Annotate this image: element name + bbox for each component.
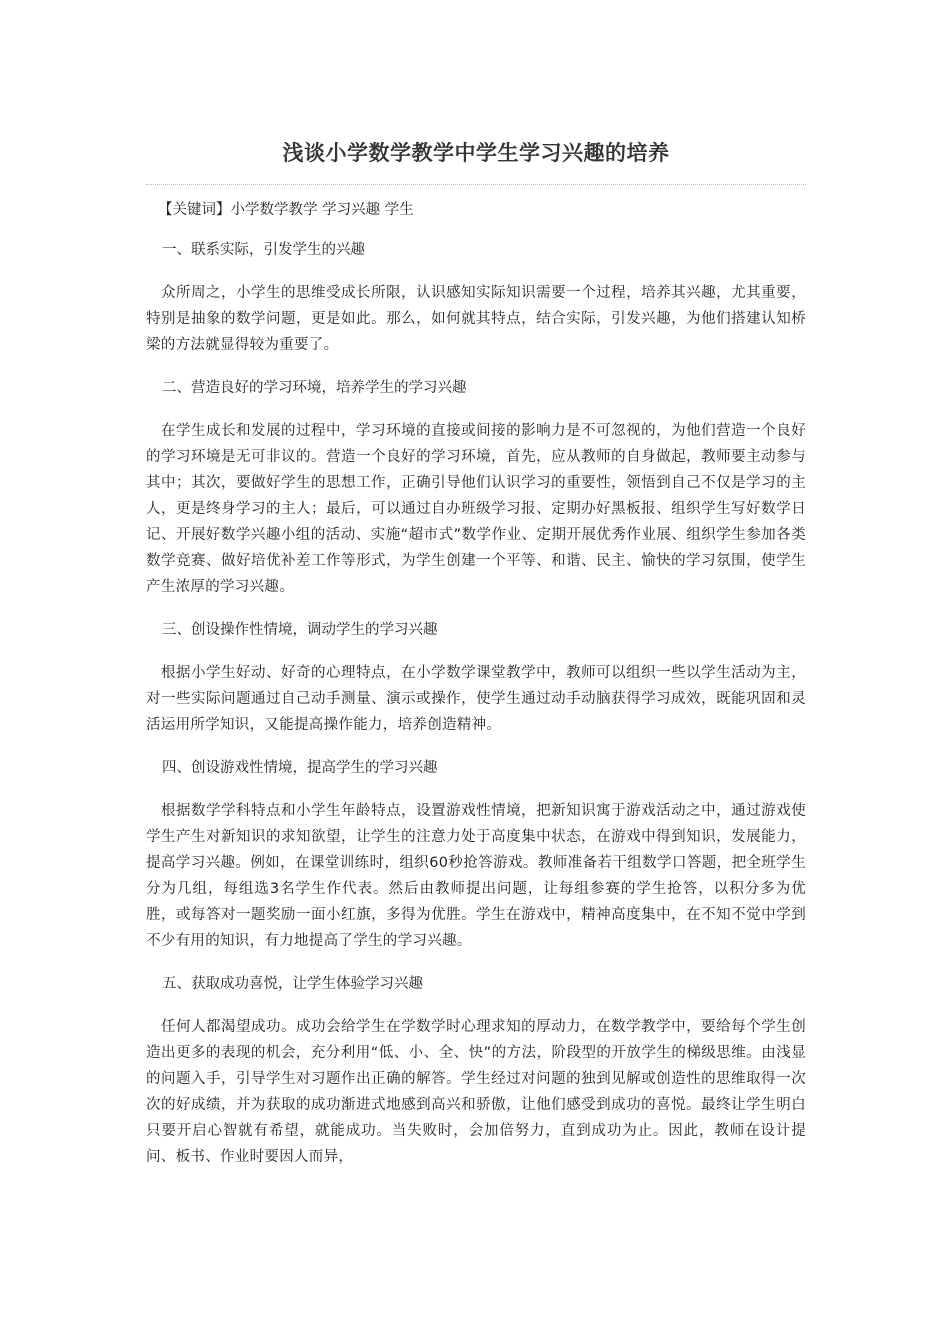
document-page [146, 0, 806, 1170]
keywords-line: 【关键词】小学数学教学 学习兴趣 学生 [158, 202, 414, 218]
section-heading-1: 一、联系实际，引发学生的兴趣 [162, 242, 365, 258]
section-body-2: 在学生成长和发展的过程中，学习环境的直接或间接的影响力是不可忽视的，为他们营造一个良好的学习环境是无可非议的。营造一个良好的学习环境，首先，应从教师的自身做起，教师要主动参与其中；其次，要做好学生的思想工作，正确引导他们认识学习的重要性，领悟到自己不仅是学习的主人，更是终身学习的主人；最后，可以通过自办班级学习报、定期办好黑板报、组织学生写好数学日记、开展好数学兴趣小组的活动、实施“超市式”数学作业、定期开展优秀作业展、组织学生参加各类数学竞赛、做好培优补差工作等形式，为学生创建一个平等、和谐、民主、愉快的学习氛围，使学生产生浓厚的学习兴趣。 [146, 423, 806, 595]
document-title: 浅谈小学数学教学中学生学习兴趣的培养 [282, 140, 670, 165]
section-heading-4: 四、创设游戏性情境，提高学生的学习兴趣 [162, 760, 438, 776]
section-heading-3: 三、创设操作性情境，调动学生的学习兴趣 [162, 622, 438, 638]
title-divider [146, 184, 806, 185]
section-heading-2: 二、营造良好的学习环境，培养学生的学习兴趣 [162, 380, 467, 396]
section-body-5: 任何人都渴望成功。成功会给学生在学数学时心理求知的厚动力，在数学教学中，要给每个学生创造出更多的表现的机会，充分利用“低、小、全、快”的方法，阶段型的开放学生的梯级思维。由浅显的问题入手，引导学生对习题作出正确的解答。学生经过对问题的独到见解或创造性的思维取得一次次的好成绩，并为获取的成功渐进式地感到高兴和骄傲，让他们感受到成功的喜悦。最终让学生明白只要开启心智就有希望，就能成功。当失败时，会加倍努力，直到成功为止。因此，教师在设计提问、板书、作业时要因人而异， [146, 1019, 806, 1165]
section-body-4: 根据数学学科特点和小学生年龄特点，设置游戏性情境，把新知识寓于游戏活动之中，通过游戏使学生产生对新知识的求知欲望，让学生的注意力处于高度集中状态，在游戏中得到知识，发展能力，提高学习兴趣。例如，在课堂训练时，组织60秒抢答游戏。教师准备若干组数学口答题，把全班学生分为几组，每组选3名学生作代表。然后由教师提出问题，让每组参赛的学生抢答，以积分多为优胜，或每答对一题奖励一面小红旗，多得为优胜。学生在游戏中，精神高度集中，在不知不觉中学到不少有用的知识，有力地提高了学生的学习兴趣。 [146, 803, 806, 949]
section-heading-5: 五、获取成功喜悦，让学生体验学习兴趣 [162, 976, 423, 992]
section-body-3: 根据小学生好动、好奇的心理特点，在小学数学课堂教学中，教师可以组织一些以学生活动为主，对一些实际问题通过自己动手测量、演示或操作，使学生通过动手动脑获得学习成效，既能巩固和灵活运用所学知识，又能提高操作能力，培养创造精神。 [146, 665, 806, 733]
section-body-1: 众所周之，小学生的思维受成长所限，认识感知实际知识需要一个过程，培养其兴趣，尤其重要，特别是抽象的数学问题，更是如此。那么，如何就其特点，结合实际，引发兴趣，为他们搭建认知桥梁的方法就显得较为重要了。 [146, 285, 806, 353]
